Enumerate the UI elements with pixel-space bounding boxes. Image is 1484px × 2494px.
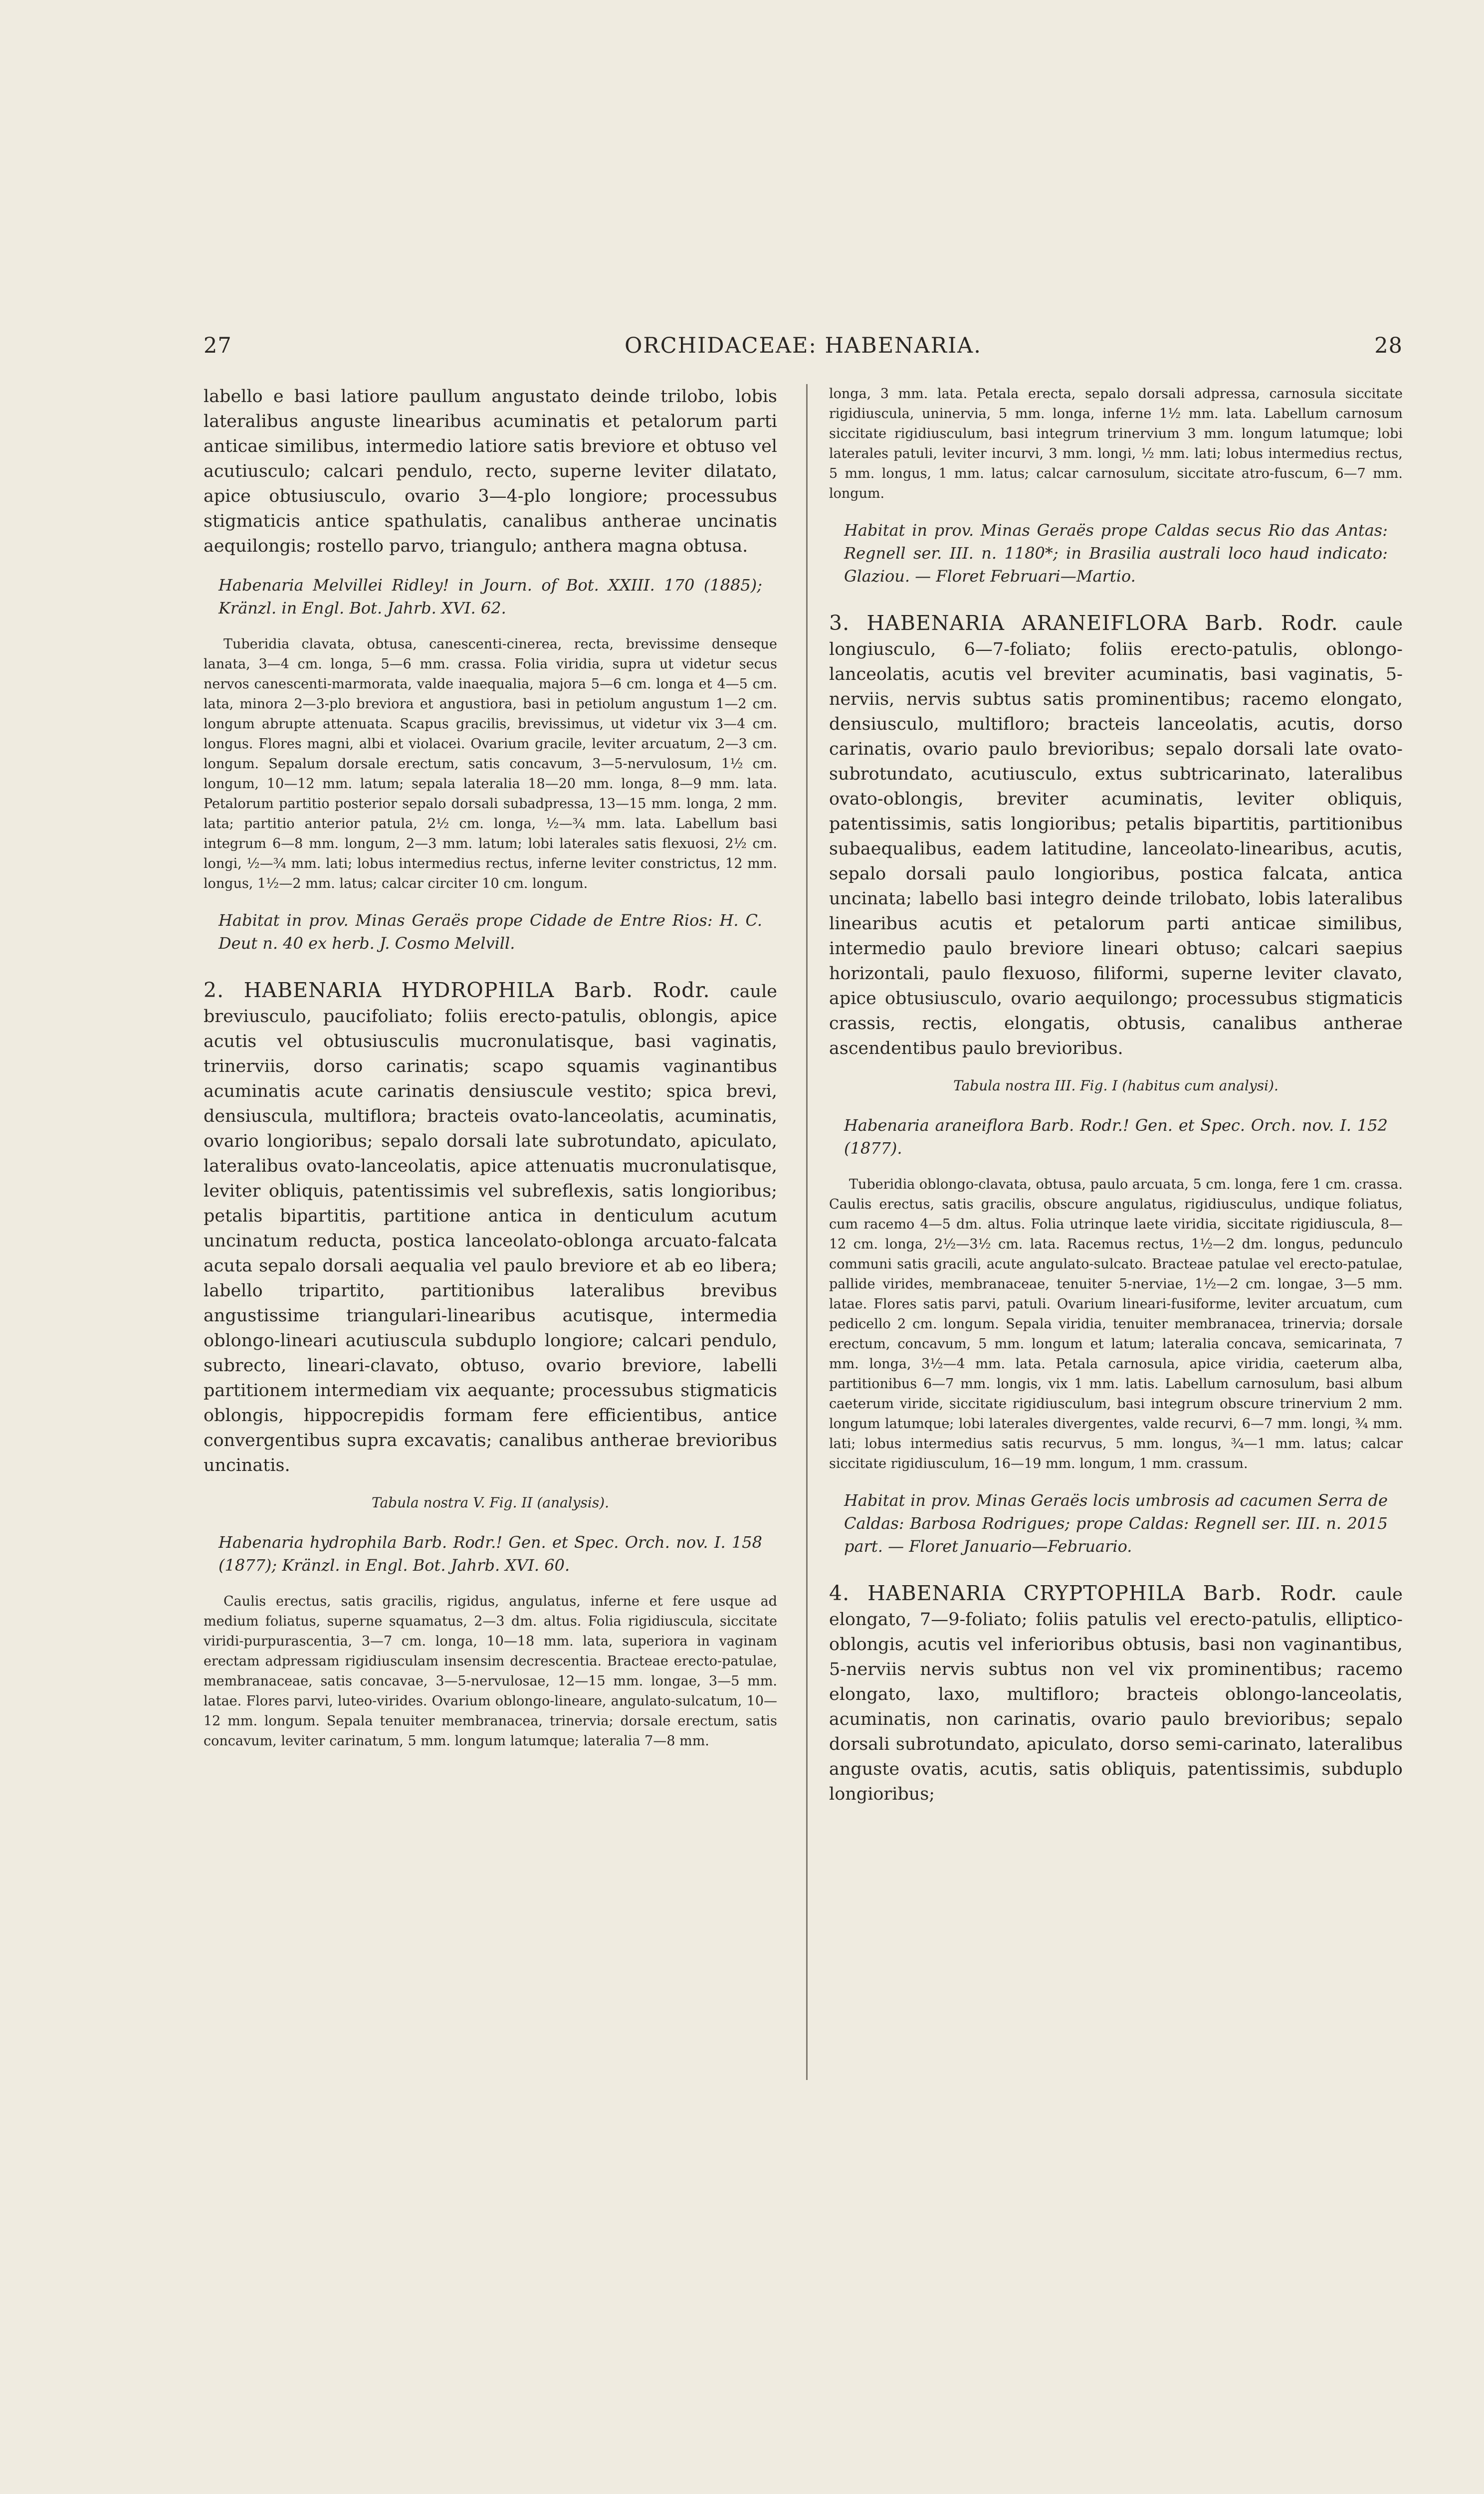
detailed-description-melvillei: Tuberidia clavata, obtusa, canescenti-cinerea, recta, brevissime denseque lanata, 3—4 cm. longa, 5—6 mm. crassa. Folia viridia, supra ut videtur secus nervos canescenti-marmorata, valde inaequalia, majora 5—6 cm. longa et 4—5 cm. lata, minora 2—3-plo breviora et angustiora, basi in petiolum angustum 1—2 cm. longum abrupte attenuata. Scapus gracilis, brevissimus, ut videtur vix 3—4 cm. longus. Flores magni, albi et violacei. Ovarium gracile, leviter arcuatum, 2—3 cm. longum. Sepalum dorsale erectum, satis concavum, 3—5-nervulosum, 1½ cm. longum, 10—12 mm. latum; sepala lateralia 18—20 mm. longa, 8—9 mm. lata. Petalorum partitio posterior sepalo dorsali subadpressa, 13—15 mm. longa, 2 mm. lata; partitio anterior patula, 2½ cm. longa, ½—¾ mm. lata. Labellum basi integrum 6—8 mm. longum, 2—3 mm. latum; lobi laterales satis flexuosi, 2½ cm. longi, ½—¾ mm. lati; lobus intermedius rectus, inferne leviter constrictus, 12 mm. longus, 1½—2 mm. latus; calcar circiter 10 cm. longum. [204,636,777,891]
species-3-diagnosis: caule longiusculo, 6—7-foliato; foliis erecto-patulis, oblongo-lanceolatis, acutis vel breviter acuminatis, basi vaginatis, 5-nerviis, nervis subtus satis prominentibus; racemo elongato, densiusculo, multifloro; bracteis lanceolatis, acutis, dorso carinatis, ovario paulo brevioribus; sepalo dorsali late ovato-subrotundato, acutiusculo, extus subtricarinato, lateralibus ovato-oblongis, breviter acuminatis, leviter obliquis, patentissimis, satis longioribus; petalis bipartitis, partitionibus subaequalibus, eadem latitudine, lanceolato-linearibus, acutis, sepalo dorsali paulo longioribus, postica falcata, antica uncinata; labello basi integro deinde trilobato, lobis lateralibus linearibus acutis et petalorum parti anticae similibus, intermedio paulo breviore lineari obtuso; calcari saepius horizontali, paulo flexuoso, filiformi, superne leviter clavato, apice obtusiusculo, ovario aequilongo; processubus stigmaticis crassis, rectis, elongatis, obtusis, canalibus antherae ascendentibus paulo brevioribus. [829,615,1403,1058]
running-head [204,333,1403,363]
reference-hydrophila: Habenaria hydrophila Barb. Rodr.! Gen. et Spec. Orch. nov. I. 158 (1877); Kränzl. in Engl. Bot. Jahrb. XVI. 60. [218,1533,762,1575]
reference-melvillei: Habenaria Melvillei Ridley! in Journ. of Bot. XXIII. 170 (1885); Kränzl. in Engl. Bot. Jahrb. XVI. 62. [218,576,762,618]
detailed-description-hydrophila-cont: longa, 3 mm. lata. Petala erecta, sepalo dorsali adpressa, carnosula siccitate rigidiuscula, uninervia, 5 mm. longa, inferne 1½ mm. lata. Labellum carnosum siccitate rigidiusculum, basi integrum trinervium 3 mm. longum latumque; lobi laterales patuli, leviter incurvi, 3 mm. longi, ½ mm. lati; lobus intermedius rectus, 5 mm. longus, 1 mm. latus; calcar carnosulum, siccitate atro-fuscum, 6—7 mm. longum. [829,386,1403,501]
detailed-description-hydrophila: Caulis erectus, satis gracilis, rigidus, angulatus, inferne et fere usque ad medium foliatus, superne squamatus, 2—3 dm. altus. Folia rigidiuscula, siccitate viridi-purpurascentia, 3—7 cm. longa, 10—18 mm. lata, superiora in vaginam erectam adpressam rigidiusculam insensim decrescentia. Bracteae erecto-patulae, membranaceae, satis concavae, 3—5-nervulosae, 12—15 mm. longae, 3—5 mm. latae. Flores parvi, luteo-virides. Ovarium oblongo-lineare, angulato-sulcatum, 10—12 mm. longum. Sepala tenuiter membranacea, trinervia; dorsale erectum, satis concavum, leviter carinatum, 5 mm. longum latumque; lateralia 7—8 mm. [204,1594,777,1749]
species-3-heading: 3. HABENARIA ARANEIFLORA Barb. Rodr. [829,611,1356,635]
species-2-heading: 2. HABENARIA HYDROPHILA Barb. Rodr. [204,978,730,1002]
left-column [204,384,777,1766]
right-column [829,384,1403,1822]
species-2-diagnosis: caule breviusculo, paucifoliato; foliis erecto-patulis, oblongis, apice acutis vel obtusiusculis mucronulatisque, basi vaginatis, trinerviis, dorso carinatis; scapo squamis vaginantibus acuminatis acute carinatis densiuscule vestito; spica brevi, densiuscula, multiflora; bracteis ovato-lanceolatis, acuminatis, ovario longioribus; sepalo dorsali late subrotundato, apiculato, lateralibus ovato-lanceolatis, apice attenuatis mucronulatisque, leviter obliquis, patentissimis vel subreflexis, satis longioribus; petalis bipartitis, partitione antica in denticulum acutum uncinatum reducta, postica lanceolato-oblonga arcuato-falcata acuta sepalo dorsali aequalia vel paulo breviore et ab eo libera; labello tripartito, partitionibus lateralibus brevibus angustissime triangulari-linearibus acutisque, intermedia oblongo-lineari acutiuscula subduplo longiore; calcari pendulo, subrecto, lineari-clavato, obtuso, ovario breviore, labelli partitionem intermediam vix aequante; processubus stigmaticis oblongis, hippocrepidis formam fere efficientibus, antice convergentibus supra excavatis; canalibus antherae brevioribus uncinatis. [204,982,777,1475]
column-divider [806,384,808,2080]
page-number-right: 28 [1374,333,1403,358]
habitat-araneiflora: Habitat in prov. Minas Geraës locis umbrosis ad cacumen Serra de Caldas: Barbosa Rodrigues; prope Caldas: Regnell ser. III. n. 2015 part. — Floret Januario—Februario. [844,1491,1388,1556]
detailed-description-araneiflora: Tuberidia oblongo-clavata, obtusa, paulo arcuata, 5 cm. longa, fere 1 cm. crassa. Caulis erectus, satis gracilis, obscure angulatus, rigidiusculus, undique foliatus, cum racemo 4—5 dm. altus. Folia utrinque laete viridia, siccitate rigidiuscula, 8—12 cm. longa, 2½—3½ cm. lata. Racemus rectus, 1½—2 dm. longus, pedunculo communi satis gracili, acute angulato-sulcato. Bracteae patulae vel erecto-patulae, pallide virides, membranaceae, tenuiter 5-nerviae, 1½—2 cm. longae, 3—5 mm. latae. Flores satis parvi, patuli. Ovarium lineari-fusiforme, leviter arcuatum, cum pedicello 2 cm. longum. Sepala viridia, tenuiter membranacea, trinervia; dorsale erectum, concavum, 5 mm. longum et latum; lateralia concava, semicarinata, 7 mm. longa, 3½—4 mm. lata. Petala carnosula, apice viridia, caeterum alba, partitionibus 6—7 mm. longis, vix 1 mm. latis. Labellum carnosulum, basi album caeterum viride, siccitate rigidiusculum, basi integrum obscure trinervium 2 mm. longum latumque; lobi laterales divergentes, valde recurvi, 6—7 mm. longi, ¾ mm. lati; lobus intermedius satis recurvus, 5 mm. longus, ¾—1 mm. latus; calcar siccitate rigidiusculum, 16—19 mm. longum, 1 mm. crassum. [829,1177,1403,1471]
species-4-entry [829,1581,1403,1807]
species-3-entry [829,611,1403,1061]
paragraph-labellum-description: labello e basi latiore paullum angustato deinde trilobo, lobis lateralibus anguste linearibus acuminatis et petalorum parti anticae similibus, intermedio latiore satis breviore et obtuso vel acutiusculo; calcari pendulo, recto, superne leviter dilatato, apice obtusiusculo, ovario 3—4-plo longiore; processubus stigmaticis antice spathulatis, canalibus antherae uncinatis aequilongis; rostello parvo, triangulo; anthera magna obtusa. [204,387,777,556]
reference-araneiflora: Habenaria araneiflora Barb. Rodr.! Gen. et Spec. Orch. nov. I. 152 (1877). [844,1116,1388,1158]
species-4-diagnosis: caule elongato, 7—9-foliato; foliis patulis vel erecto-patulis, elliptico-oblongis, acutis vel inferioribus obtusis, basi non vaginantibus, 5-nerviis nervis subtus non vel vix prominentibus; racemo elongato, laxo, multifloro; bracteis oblongo-lanceolatis, acuminatis, non carinatis, ovario paulo brevioribus; sepalo dorsali subrotundato, apiculato, dorso semi-carinato, lateralibus anguste ovatis, acutis, satis obliquis, patentissimis, subduplo longioribus; [829,1585,1403,1804]
species-2-entry [204,978,777,1478]
plate-reference-3: Tabula nostra III. Fig. I (habitus cum analysi). [953,1077,1278,1094]
species-4-heading: 4. HABENARIA CRYPTOPHILA Barb. Rodr. [829,1581,1356,1605]
page-number-left: 27 [204,333,232,358]
plate-reference-2: Tabula nostra V. Fig. II (analysis). [371,1494,610,1511]
habitat-melvillei: Habitat in prov. Minas Geraës prope Cidade de Entre Rios: H. C. Deut n. 40 ex herb. J. Cosmo Melvill. [218,911,762,953]
habitat-hydrophila: Habitat in prov. Minas Geraës prope Caldas secus Rio das Antas: Regnell ser. III. n. 1180*; in Brasilia australi loco haud indicato: Glaziou. — Floret Februari—Martio. [844,521,1388,586]
page-title: ORCHIDACEAE: HABENARIA. [625,333,982,358]
